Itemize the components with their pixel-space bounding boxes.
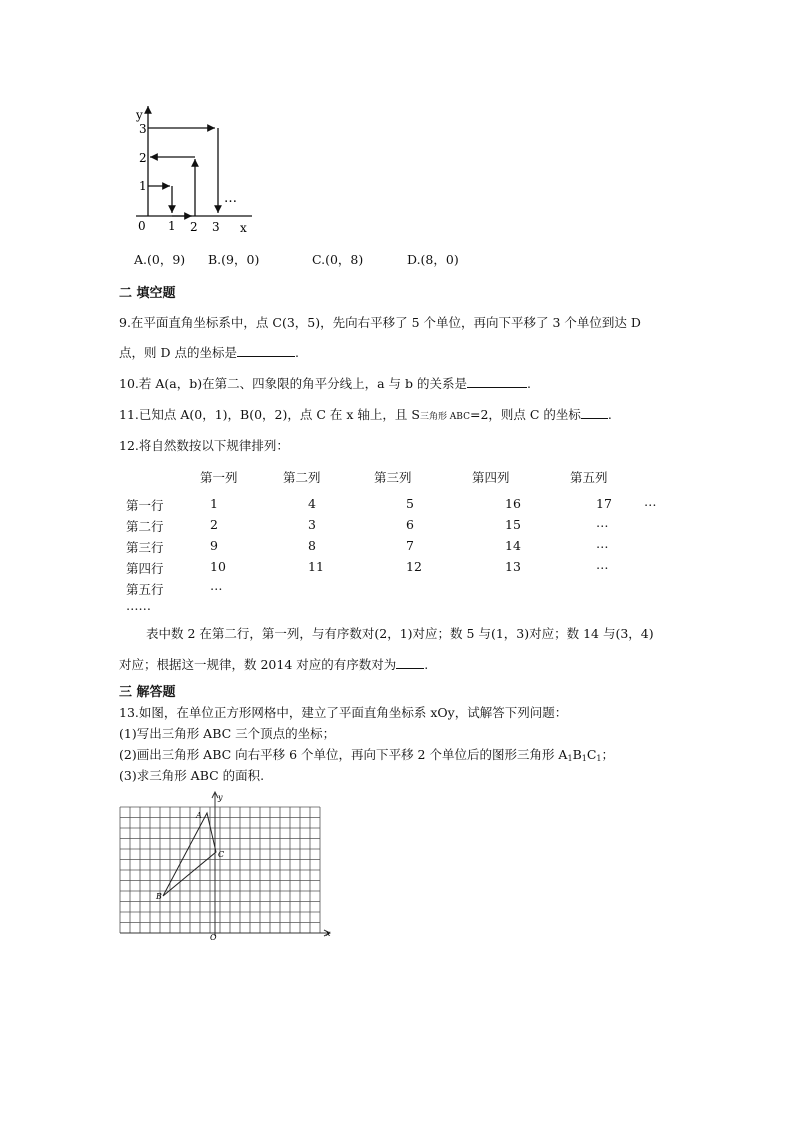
table-cell: 4 [308,496,316,511]
row-label: 第二行 [126,519,164,534]
table-cell: 7 [406,538,414,553]
table-cell: 2 [210,517,218,532]
table-cell: … [596,557,609,572]
q12-desc-2: 对应；根据这一规律，数 2014 对应的有序数对为 . [119,657,429,672]
q12-intro: 12.将自然数按以下规律排列： [119,438,289,453]
table-cell: 10 [210,559,226,574]
table-cell: 15 [505,517,521,532]
table-cell: 12 [406,559,422,574]
label-a: A [196,811,202,820]
q8-option-a: A.(0，9) [134,252,186,267]
svg-text:2: 2 [139,151,147,165]
table-cell: 8 [308,538,316,553]
q8-option-d: D.(8，0) [407,252,459,267]
row-label: 第三行 [126,540,164,555]
q13-part-1: (1)写出三角形 ABC 三个顶点的坐标； [119,726,336,741]
q9-answer-blank[interactable] [237,344,295,357]
section-3-title: 三 解答题 [119,685,176,700]
col-header-5: 第五列 [570,470,608,485]
q8-option-b: B.(9，0) [208,252,260,267]
col-header-4: 第四列 [472,470,510,485]
table-cell: … [596,515,609,530]
row-label: 第五行 [126,582,164,597]
table-cell: … [596,536,609,551]
table-cell: … [644,494,657,509]
svg-text:1: 1 [139,179,147,193]
label-x: x [326,929,331,938]
origin-label: 0 [138,219,146,233]
table-cell: 11 [308,559,324,574]
q11-answer-blank[interactable] [581,406,608,419]
q9-line-1: 9.在平面直角坐标系中，点 C(3，5)，先向右平移了 5 个单位，再向下平移了 3 个单位到达 D [119,315,641,330]
table-cell: 9 [210,538,218,553]
triangle-abc [163,813,216,896]
label-b: B [156,892,162,901]
table-cell: 17 [596,496,612,511]
table-cell: 13 [505,559,521,574]
x-axis-label: x [240,221,247,235]
svg-text:3: 3 [139,122,147,136]
q12-desc-1: 表中数 2 在第二行，第一列，与有序数对(2，1)对应；数 5 与(1，3)对应；数 14 与(3，4) [146,626,654,641]
q11: 11.已知点 A(0，1)，B(0，2)，点 C 在 x 轴上，且 S三角形 ABC=2，则点 C 的坐标 . [119,407,612,422]
col-header-2: 第二列 [283,470,321,485]
label-y: y [218,793,223,802]
section-2-title: 二 填空题 [119,286,176,301]
table-cell: 6 [406,517,414,532]
q10: 10.若 A(a，b)在第二、四象限的角平分线上，a 与 b 的关系是 . [119,376,531,391]
svg-text:3: 3 [212,220,220,234]
q9-line-2: 点，则 D 点的坐标是 . [119,345,299,360]
table-cell: 1 [210,496,218,511]
table-cell: … [210,578,223,593]
lattice-path-figure [128,100,258,240]
svg-text:1: 1 [168,219,176,233]
row-label: 第一行 [126,498,164,513]
col-header-3: 第三列 [374,470,412,485]
q13-intro: 13.如图，在单位正方形网格中，建立了平面直角坐标系 xOy，试解答下列问题： [119,705,568,720]
q8-option-c: C.(0，8) [312,252,364,267]
q13-part-3: (3)求三角形 ABC 的面积. [119,768,265,783]
y-axis-label: y [136,108,143,122]
table-cell: 3 [308,517,316,532]
q13-part-2: (2)画出三角形 ABC 向右平移 6 个单位，再向下平移 2 个单位后的图形三角形 $A_1B_1C_1$； [119,747,615,763]
grid-figure [112,790,337,940]
col-header-1: 第一列 [200,470,238,485]
svg-text:2: 2 [190,220,198,234]
table-cell: 14 [505,538,521,553]
q10-answer-blank[interactable] [467,375,527,388]
table-more-rows: …… [126,598,151,613]
row-label: 第四行 [126,561,164,576]
label-o: O [210,933,217,940]
table-cell: 16 [505,496,521,511]
q12-answer-blank[interactable] [396,656,424,669]
label-c: C [218,850,225,859]
ellipsis: … [224,191,237,206]
table-cell: 5 [406,496,414,511]
